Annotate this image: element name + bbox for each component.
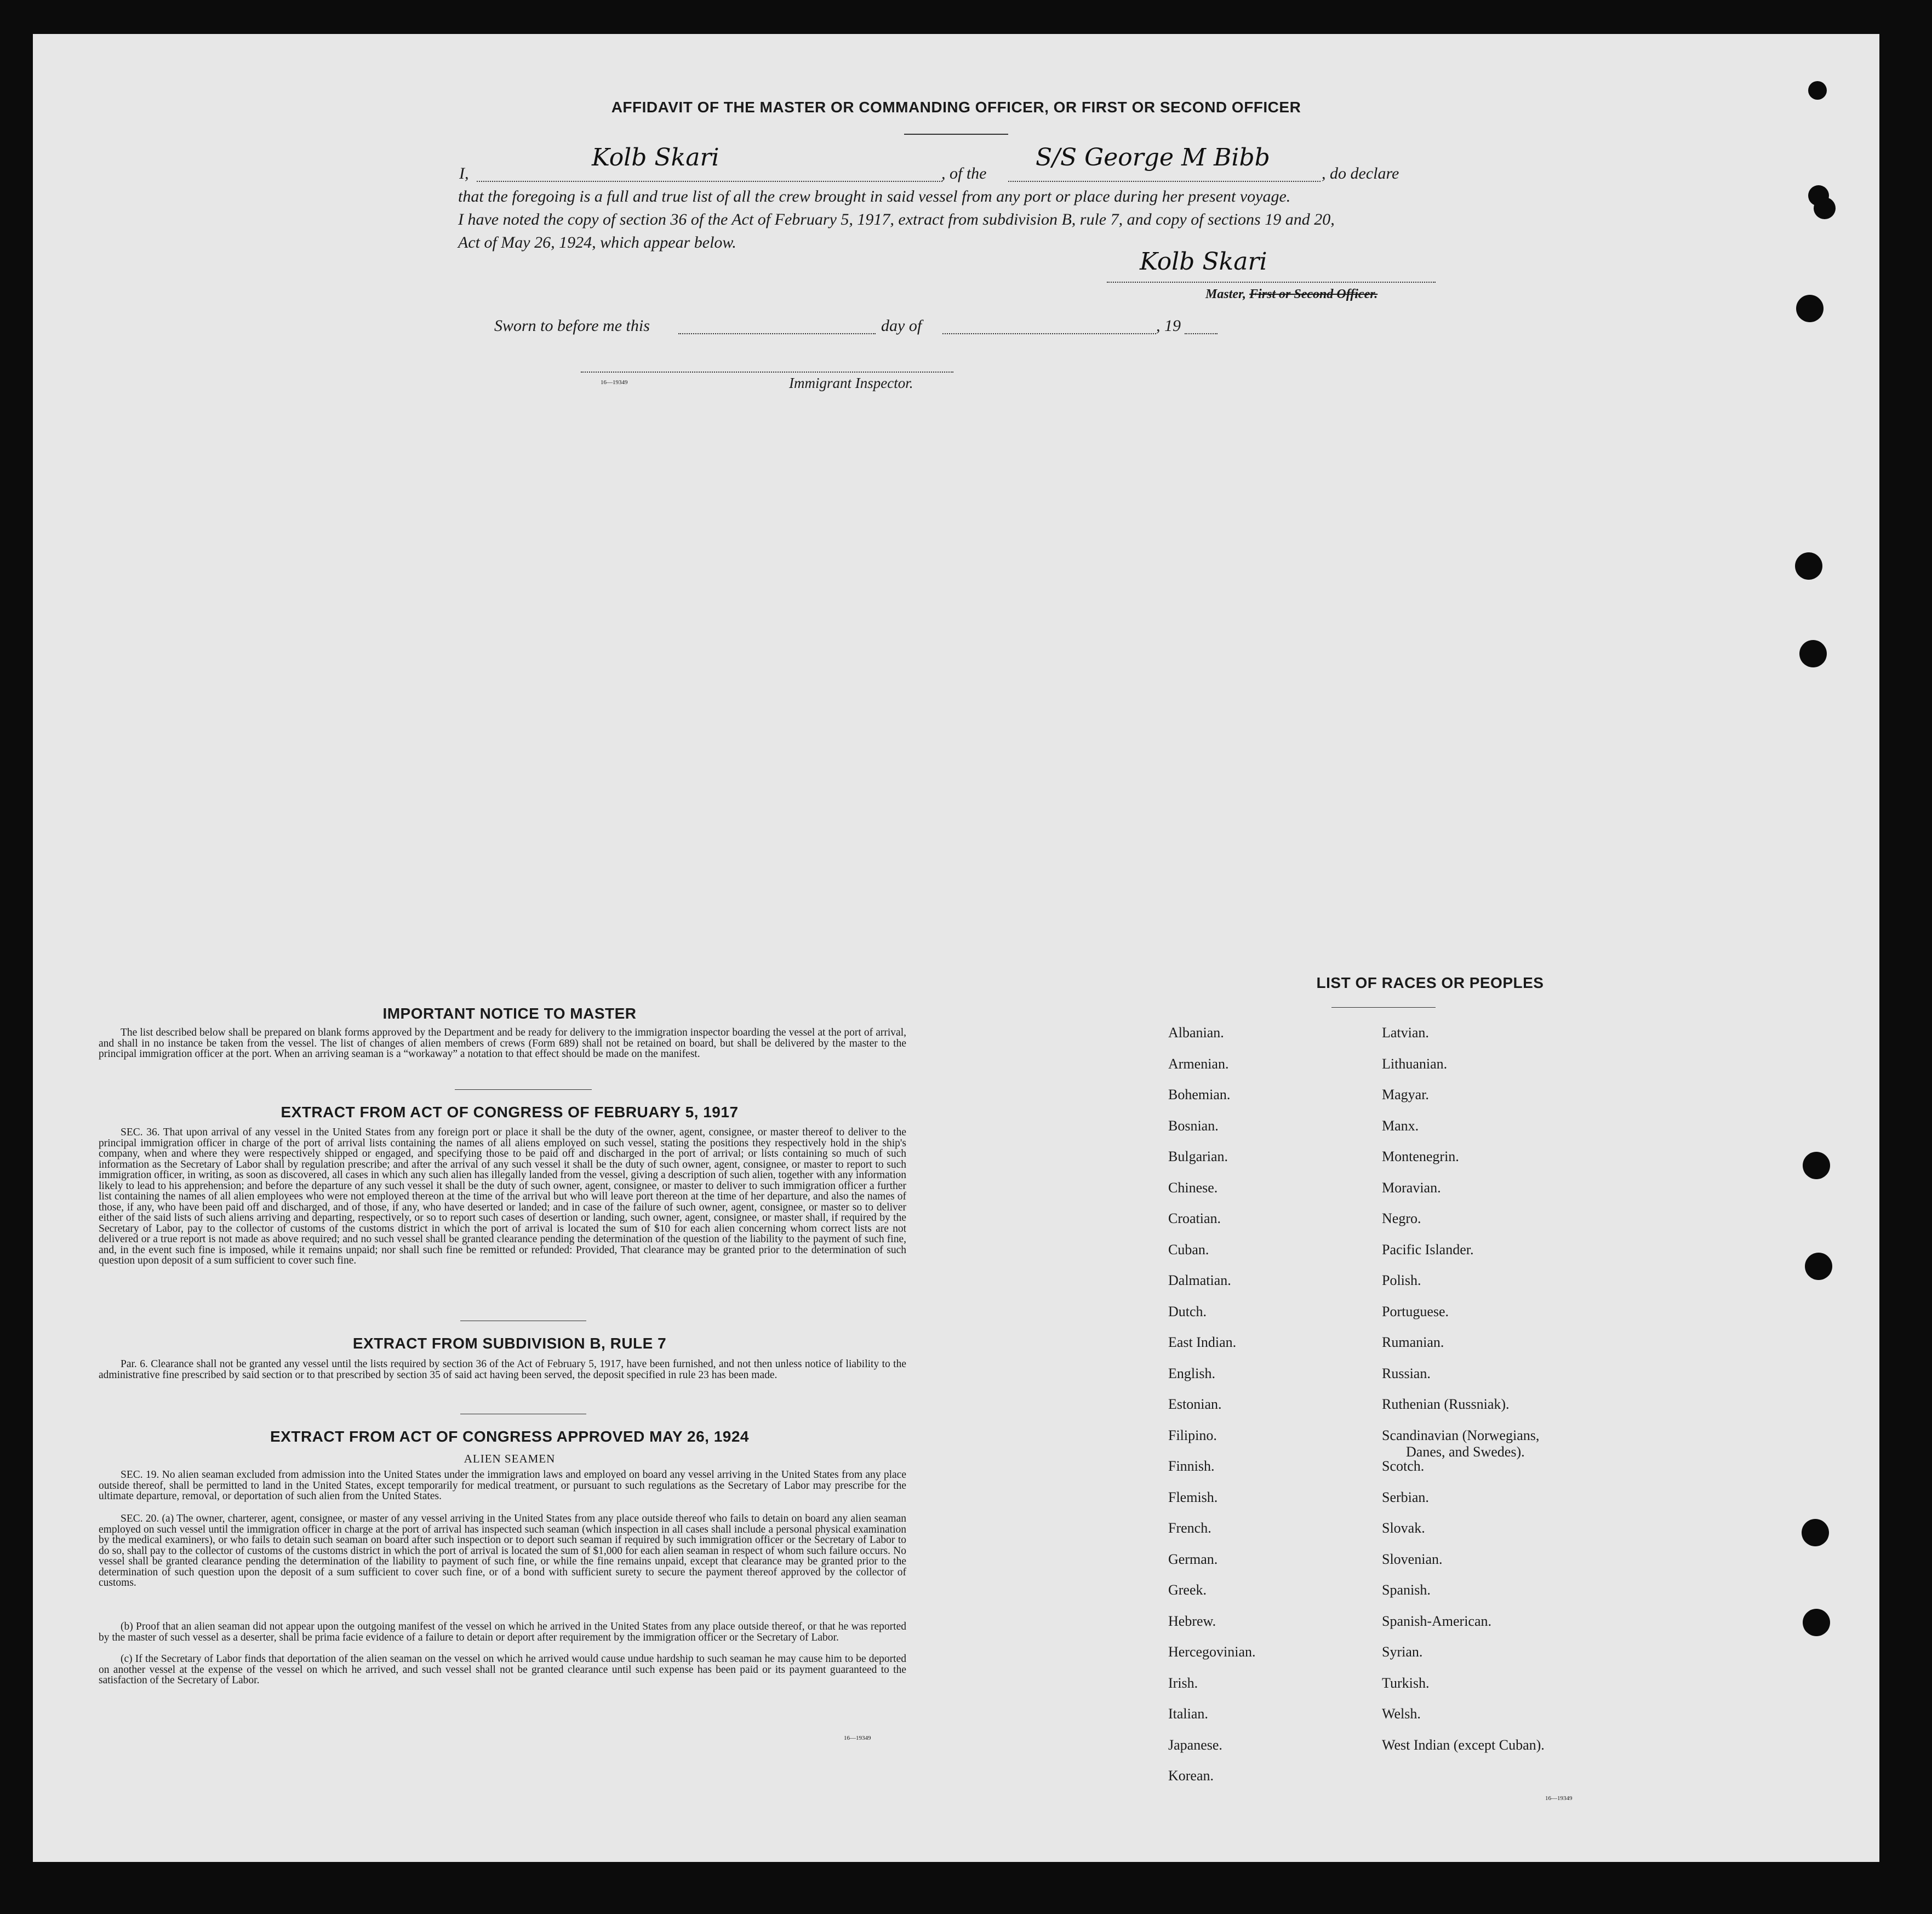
sec-20b-text: (b) Proof that an alien seaman did not appear upon the outgoing manifest of the vessel on which he arrived in the United States from any place outside thereof, or that he was reported by the master of such vessel as a deserter, shall be prima facie evidence of a failure to detain or deport after requirement by the immigration officer or the Secretary of Labor.	[99, 1621, 906, 1643]
race-item: East Indian.	[1168, 1334, 1237, 1350]
extract-1917-title: EXTRACT FROM ACT OF CONGRESS OF FEBRUARY 5, 1917	[281, 1104, 739, 1121]
binder-hole	[1803, 1609, 1830, 1636]
race-item: Scotch.	[1382, 1458, 1425, 1474]
inspector-line	[581, 372, 953, 373]
vessel-line	[1008, 181, 1321, 182]
race-item: Moravian.	[1382, 1179, 1441, 1196]
race-item: Turkish.	[1382, 1675, 1430, 1691]
affidavit-form-number: 16—19349	[601, 379, 628, 386]
race-item: Montenegrin.	[1382, 1149, 1459, 1164]
declarant-name: Kolb Skari	[592, 144, 719, 172]
binder-hole	[1795, 552, 1822, 580]
race-item: Bulgarian.	[1168, 1149, 1228, 1164]
of-the-label: , of the	[941, 164, 987, 182]
race-item: Cuban.	[1168, 1241, 1209, 1258]
sworn-day-line	[678, 333, 876, 334]
affidavit-line-3: I have noted the copy of section 36 of the Act of February 5, 1917, extract from subdivision B, rule 7, and copy of sections 19 and 20,	[458, 210, 1335, 228]
race-item: Polish.	[1382, 1272, 1421, 1288]
inspector-label: Immigrant Inspector.	[789, 375, 913, 391]
races-title: LIST OF RACES OR PEOPLES	[1316, 974, 1544, 991]
races-form-number: 16—19349	[1545, 1795, 1573, 1802]
race-item: Negro.	[1382, 1210, 1421, 1226]
race-item: Manx.	[1382, 1117, 1419, 1134]
affidavit-title: AFFIDAVIT OF THE MASTER OR COMMANDING OFFICER, OR FIRST OR SECOND OFFICER	[611, 99, 1301, 116]
affidavit-line-2: that the foregoing is a full and true list of all the crew brought in said vessel from any port or place during her present voyage.	[458, 187, 1291, 205]
race-item: Italian.	[1168, 1706, 1208, 1722]
vessel-name: S/S George M Bibb	[1036, 144, 1270, 172]
extract-rule7-body: Par. 6. Clearance shall not be granted any vessel until the lists required by section 36 of the Act of February 5, 1917, have been furnished, and not then unless notice of liability to the administrative fine prescribed by said section or to that prescribed by section 35 of said act having been served, the deposit specified in rule 23 has been made.	[99, 1358, 906, 1381]
do-declare: , do declare	[1322, 164, 1399, 182]
sec-20c-text: (c) If the Secretary of Labor finds that deportation of the alien seaman on the vessel on which he arrived would cause undue hardship to such seaman he may cause him to be deported on another vessel at the expense of the vessel on which he arrived, and such vessel shall not be granted clearance until such expense has been paid or its payment guaranteed to the satisfaction of the Secretary of Labor.	[99, 1653, 906, 1686]
document-page	[33, 34, 1879, 1862]
race-item: Ruthenian (Russniak).	[1382, 1396, 1510, 1412]
race-item: West Indian (except Cuban).	[1382, 1736, 1545, 1753]
race-item: Irish.	[1168, 1675, 1198, 1691]
sworn-month-line	[942, 333, 1156, 334]
alien-seamen-subtitle: ALIEN SEAMEN	[464, 1452, 556, 1465]
races-divider	[1331, 1007, 1436, 1008]
race-item: German.	[1168, 1551, 1218, 1567]
race-item: Lithuanian.	[1382, 1055, 1448, 1072]
binder-hole	[1805, 1253, 1832, 1280]
race-item: Albanian.	[1168, 1025, 1224, 1041]
notice-body: The list described below shall be prepared on blank forms approved by the Department and be ready for delivery to the immigration inspector boarding the vessel at the port of arrival, and shall in no instance be taken from the vessel. The list of changes of alien members of crews (Form 689) shall not be retained on board, but shall be delivered by the master to the principal immigration officer at the port. When an arriving seaman is a “workaway” a notation to that effect should be made on the manifest.	[99, 1027, 906, 1060]
extract-1917-body: SEC. 36. That upon arrival of any vessel in the United States from any foreign port or place it shall be the duty of the owner, agent, consignee, or master thereof to deliver to the principal immigration officer in charge of the port of arrival lists containing the names of all aliens employed on such vessel, stating the positions they respectively hold in the ship's company, when and where they were respectively shipped or engaged, and specifying those to be paid off and discharged in the port of arrival; or lists containing so much of such information as the Secretary of Labor shall by regulation prescribe; and after the arrival of any such vessel it shall be the duty of such owner, agent, consignee, or master to report to such immigration officer, in writing, as soon as discovered, all cases in which any such alien has illegally landed from the vessel, giving a description of such alien, together with any information likely to lead to his apprehension; and before the departure of any such vessel it shall be the duty of such owner, agent, consignee, or master to deliver to such immigration officer a further list containing the names of all alien employees who were not employed thereon at the time of the arrival but who will leave port thereon at the time of her departure, and also the names of those, if any, who have been paid off and discharged, and of those, if any, who have deserted or landed; and in case of the failure of such owner, agent, consignee, or master so to deliver either of the said lists of such aliens arriving and departing, respectively, or so to report such cases of desertion or landing, such owner, agent, consignee, or master shall, if required by the Secretary of Labor, pay to the collector of customs of the customs district in which the port of arrival is located the sum of $10 for each alien concerning whom correct lists are not delivered or a true report is not made as above required; and no such vessel shall be granted clearance pending the determination of the question of the liability to the payment of such fine, and, in the event such fine is imposed, while it remains unpaid; nor shall such fine be remitted or refunded: Provided, That clearance may be granted prior to the determination of such question upon deposit of a sum sufficient to cover such fine.	[99, 1127, 906, 1266]
signature-title	[1205, 287, 1377, 302]
race-item: Chinese.	[1168, 1179, 1218, 1196]
sworn-label: Sworn to before me this	[494, 317, 650, 335]
binder-hole	[1803, 1152, 1830, 1179]
race-item: Serbian.	[1382, 1489, 1429, 1505]
race-item: Pacific Islander.	[1382, 1241, 1474, 1258]
title-divider	[904, 134, 1008, 135]
race-item: Croatian.	[1168, 1210, 1221, 1226]
sec-20a-text: SEC. 20. (a) The owner, charterer, agent, consignee, or master of any vessel arriving in the United States from any place outside thereof who fails to detain on board any alien seaman employed on such vessel until the immigration officer in charge at the port of arrival has inspected such seaman (which inspection in all cases shall include a personal physical examination by the medical examiners), or who fails to detain such seaman on board after such inspection or to deport such seaman if required by such immigration officer or the Secretary of Labor to do so, shall pay to the collector of customs of the customs district in which the port of arrival is located the sum of $1,000 for each alien seaman in respect of whom such failure occurs. No vessel shall be granted clearance pending the determination of the liability to payment of such fine, or while the fine remains unpaid, except that clearance may be granted prior to the determination of such question upon the deposit of a sum sufficient to cover such fine, or of a bond with sufficient surety to secure the payment thereof approved by the collector of customs.	[99, 1513, 906, 1589]
race-item: Korean.	[1168, 1768, 1214, 1784]
race-item: Bohemian.	[1168, 1087, 1231, 1102]
race-item: Dutch.	[1168, 1303, 1207, 1319]
race-item: English.	[1168, 1365, 1215, 1381]
race-item: Armenian.	[1168, 1055, 1229, 1072]
sec-19-text: SEC. 19. No alien seaman excluded from admission into the United States under the immigration laws and employed on board any vessel arriving in the United States from any place outside thereof, shall be permitted to land in the United States, except temporarily for medical treatment, or pursuant to such regulations as the Secretary of Labor may prescribe for the ultimate departure, removal, or deportation of such alien from the United States.	[99, 1469, 906, 1502]
declarant-line	[477, 181, 942, 182]
binder-hole	[1814, 197, 1836, 219]
signature-title-struck: First or Second Officer.	[1249, 287, 1378, 301]
i-label: I,	[459, 164, 469, 182]
affidavit-line-4: Act of May 26, 1924, which appear below.	[458, 233, 736, 252]
race-item: French.	[1168, 1520, 1211, 1536]
signature-line	[1107, 282, 1436, 283]
race-item: Dalmatian.	[1168, 1272, 1231, 1288]
extract-form-number: 16—19349	[844, 1735, 871, 1741]
extract-rule7-title: EXTRACT FROM SUBDIVISION B, RULE 7	[352, 1335, 667, 1352]
race-item: Syrian.	[1382, 1644, 1423, 1660]
day-of-label: day of	[881, 317, 922, 335]
race-item: Spanish.	[1382, 1582, 1431, 1598]
binder-hole	[1808, 81, 1827, 100]
race-item: Latvian.	[1382, 1025, 1429, 1041]
race-item: Russian.	[1382, 1365, 1431, 1381]
race-item: Bosnian.	[1168, 1117, 1219, 1134]
race-item: Magyar.	[1382, 1087, 1429, 1102]
binder-hole	[1796, 295, 1824, 322]
race-item: Greek.	[1168, 1582, 1207, 1598]
race-item: Hercegovinian.	[1168, 1644, 1256, 1660]
binder-hole	[1799, 640, 1827, 667]
race-item: Spanish-American.	[1382, 1613, 1492, 1629]
year-label: , 19	[1156, 317, 1181, 335]
race-item: Slovak.	[1382, 1520, 1425, 1536]
race-item: Welsh.	[1382, 1706, 1421, 1722]
extract-1924-title: EXTRACT FROM ACT OF CONGRESS APPROVED MAY 26, 1924	[270, 1428, 749, 1445]
race-item: Portuguese.	[1382, 1303, 1449, 1319]
race-item: Estonian.	[1168, 1396, 1222, 1412]
binder-hole	[1802, 1519, 1829, 1546]
sworn-year-line	[1185, 333, 1217, 334]
race-item: Scandinavian (Norwegians,	[1382, 1427, 1540, 1443]
race-item: Slovenian.	[1382, 1551, 1443, 1567]
signature-title-master: Master,	[1205, 287, 1247, 301]
race-item: Rumanian.	[1382, 1334, 1444, 1350]
race-item: Flemish.	[1168, 1489, 1218, 1505]
notice-title: IMPORTANT NOTICE TO MASTER	[382, 1005, 637, 1022]
race-item: Japanese.	[1168, 1736, 1222, 1753]
race-item: Filipino.	[1168, 1427, 1217, 1443]
divider-1	[455, 1089, 592, 1090]
master-signature: Kolb Skari	[1140, 248, 1267, 276]
race-item: Hebrew.	[1168, 1613, 1216, 1629]
race-item: Danes, and Swedes).	[1406, 1443, 1525, 1460]
race-item: Finnish.	[1168, 1458, 1215, 1474]
